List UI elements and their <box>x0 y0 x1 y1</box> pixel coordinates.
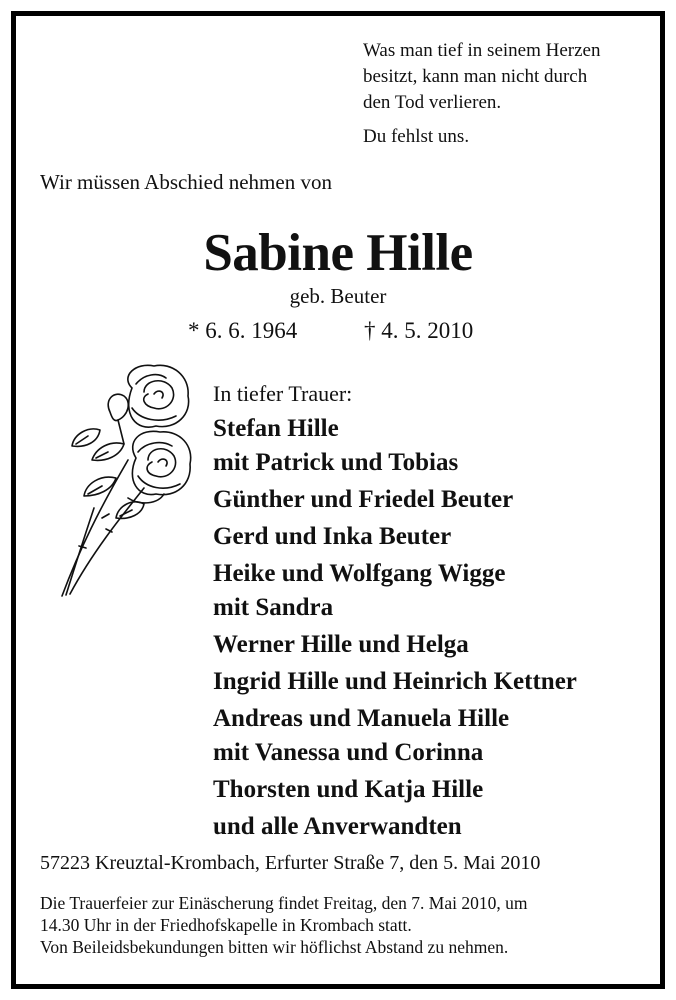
notes-line: Von Beileidsbekundungen bitten wir höflichst Abstand zu nehmen. <box>40 937 509 957</box>
birth-date: * 6. 6. 1964 <box>188 318 298 343</box>
mourner-name: Günther und Friedel Beuter <box>213 486 514 513</box>
deceased-name: Sabine Hille <box>203 224 473 282</box>
mourner-name: mit Sandra <box>213 594 334 621</box>
mourner-name: Werner Hille und Helga <box>213 631 469 658</box>
mourner-list <box>213 412 577 844</box>
mourner-name: Andreas und Manuela Hille <box>213 705 510 732</box>
quote-line: den Tod verlieren. <box>363 92 502 113</box>
memorial-quote <box>363 38 600 150</box>
quote-subline: Du fehlst uns. <box>363 126 470 147</box>
mourner-name: und alle Anverwandten <box>213 813 462 840</box>
funeral-notes <box>40 892 527 958</box>
birth-name: geb. Beuter <box>289 284 387 308</box>
mourner-name: Stefan Hille <box>213 415 339 442</box>
death-date: † 4. 5. 2010 <box>364 318 474 343</box>
obituary-notice <box>11 11 665 989</box>
notes-line: Die Trauerfeier zur Einäscherung findet Freitag, den 7. Mai 2010, um <box>40 893 528 913</box>
mourner-name: Heike und Wolfgang Wigge <box>213 560 506 587</box>
mourning-heading: In tiefer Trauer: <box>213 381 353 406</box>
quote-line: Was man tief in seinem Herzen <box>363 40 601 61</box>
mourner-name: Gerd und Inka Beuter <box>213 523 452 550</box>
intro-text: Wir müssen Abschied nehmen von <box>40 170 332 194</box>
mourner-name: Ingrid Hille und Heinrich Kettner <box>213 668 577 695</box>
mourner-name: Thorsten und Katja Hille <box>213 776 484 803</box>
mourner-name: mit Vanessa und Corinna <box>213 739 484 766</box>
mourner-name: mit Patrick und Tobias <box>213 449 459 476</box>
quote-line: besitzt, kann man nicht durch <box>363 66 588 87</box>
rose-icon <box>40 348 208 598</box>
notes-line: 14.30 Uhr in der Friedhofskapelle in Krombach statt. <box>40 915 412 935</box>
address-line: 57223 Kreuztal-Krombach, Erfurter Straße 7, den 5. Mai 2010 <box>40 852 541 874</box>
